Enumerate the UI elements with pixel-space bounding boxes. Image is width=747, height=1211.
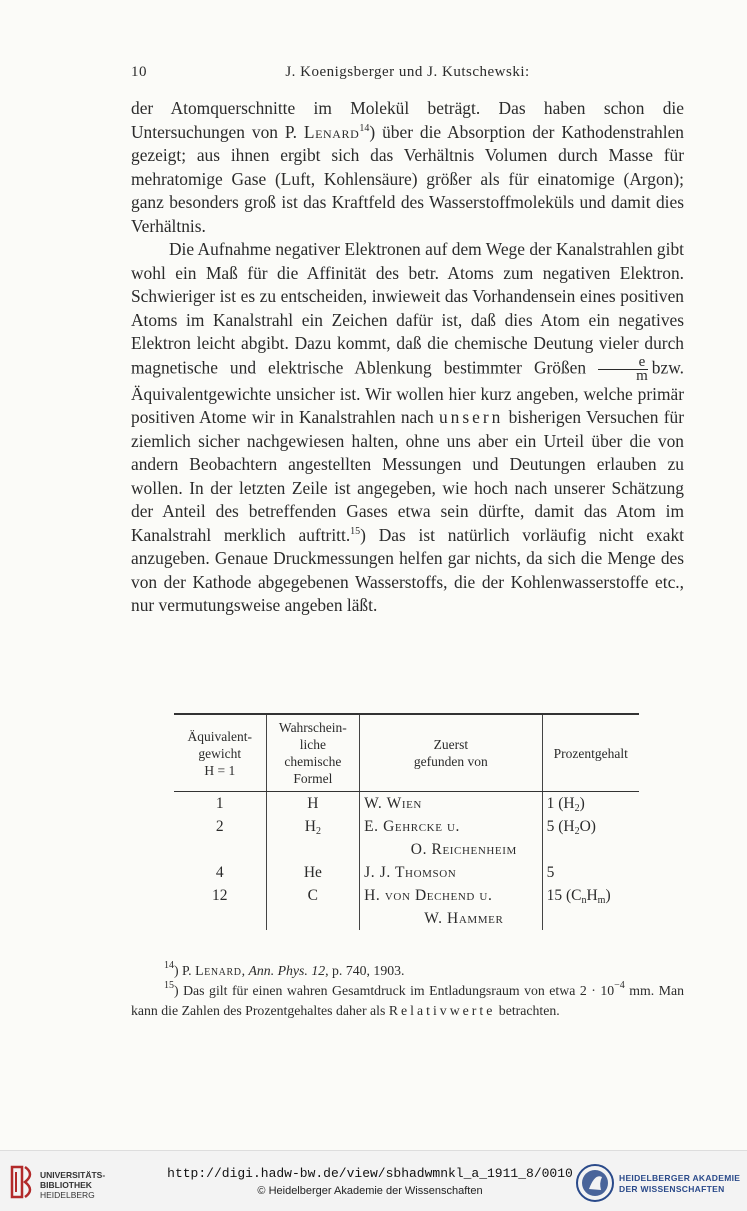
library-line-1: UNIVERSITÄTS- xyxy=(40,1170,106,1180)
cell-formula: $H_2$ xyxy=(266,815,360,838)
academy-line-1: HEIDELBERGER AKADEMIE xyxy=(619,1173,741,1183)
p2-text-c: bisherigen Versuchen für ziemlich sicher nachgewiesen halten, ohne uns aber ein Urteil über die von andern Beobachtern angestellten Messungen und Deutungen erlauben zu wollen. In der letzten Zeile ist angegeben, wie hoch nach unserer Schätzung der Anteil des betreffenden Gases etwa sein dürfte, damit das Atom im Kanalstrahl merklich auftritt. xyxy=(131,407,684,545)
cell-aeq: 4 xyxy=(174,861,266,884)
table-header-row xyxy=(174,715,639,791)
table-row xyxy=(174,792,639,815)
cell-pct: 5 $(H_2O)$ xyxy=(546,818,596,837)
academy-seal-icon xyxy=(575,1163,615,1203)
p1-text-a: der Atomquerschnitte im Molekül beträgt. Das haben schon die Untersuchungen von P. xyxy=(131,98,684,142)
academy-logo[interactable] xyxy=(575,1161,743,1205)
cell-aeq: 12 xyxy=(174,884,266,907)
academy-line-2: DER WISSENSCHAFTEN xyxy=(619,1184,725,1194)
p2-text-d: ) Das ist natürlich vorläufig nicht exakt anzugeben. Genaue Druckmessungen helfen gar nichts, da sich die Menge des von der Kathode abgegebenen Wasserstoffs, die der Kohlenwasserstoffe etc., nur vermutungsweise angeben läßt. xyxy=(131,524,684,615)
header-formel: Wahrschein- liche chemische Formel xyxy=(266,715,360,791)
cell-formula: H xyxy=(266,792,360,815)
footnote-ref-14[interactable]: 14 xyxy=(359,122,370,134)
library-emblem-icon xyxy=(8,1164,38,1200)
cell-formula: He xyxy=(266,861,360,884)
footnote-14: $^{14}$) P. Lenard, Ann. Phys. 12, p. 740, 1903. xyxy=(164,960,405,978)
footnote-ref-15[interactable]: 15 xyxy=(350,525,361,537)
fraction-numerator: e xyxy=(598,356,648,370)
fraction-e-over-m xyxy=(598,353,648,384)
spaced-word-unsern: unsern xyxy=(438,407,504,427)
permalink-url[interactable]: http://digi.hadw-bw.de/view/sbhadwmnkl_a_1911_8/0010 xyxy=(167,1166,573,1181)
p2-text-a: Die Aufnahme negativer Elektronen auf dem Wege der Kanalstrahlen gibt wohl ein Maß für die Affinität des betr. Atoms zum negativen Elektron. Schwieriger ist es zu entscheiden, inwieweit das Vorhandensein eines positiven Atoms im Kanalstrahl ein Zeichen dafür ist, daß dies Atom ein negatives Elektron leicht abgibt. Dazu kommt, daß die chemische Deutung vieler durch magnetische und elektrische Ablenkung bestimmter Größen xyxy=(131,239,684,377)
running-title: J. Koenigsberger und J. Kutschewski: xyxy=(285,64,530,80)
header-gefunden-von: Zuerst gefunden von xyxy=(360,715,542,791)
cell-pct: 5 xyxy=(546,864,555,881)
cell-aeq: 2 xyxy=(174,815,266,838)
cell-formula: C xyxy=(266,884,360,907)
table-row-continuation xyxy=(174,838,639,861)
header-prozentgehalt: Prozentgehalt xyxy=(553,745,628,761)
cell-found: W. Wien xyxy=(360,792,542,815)
p1-text-b: ) über die Absorption der Kathodenstrahlen gezeigt; aus ihnen ergibt sich das Verhältnis Volumen durch Masse für mehratomige Gase (Luft, Kohlensäure) größer als für einatomige (Argon); ganz besonders groß ist das Kraftfeld des Wasserstoffmoleküls und damit dies Verhältnis. xyxy=(131,121,684,236)
library-line-3: HEIDELBERG xyxy=(40,1190,95,1200)
cell-found: E. Gehrcke u. xyxy=(360,815,542,838)
fraction-denominator: m xyxy=(636,367,648,384)
p2-text-b: bzw. Äquivalentgewichte unsicher ist. Wir wollen hier kurz angeben, welche primär positiven Atome wir in Kanalstrahlen nach xyxy=(131,357,684,427)
table-row xyxy=(174,884,639,907)
university-library-logo[interactable] xyxy=(8,1164,138,1204)
cell-found-cont: W. Hammer xyxy=(360,907,542,930)
page-number: 10 xyxy=(131,64,147,80)
table-row-continuation xyxy=(174,907,639,930)
copyright-notice: © Heidelberger Akademie der Wissenschaften xyxy=(257,1185,483,1197)
paragraph-1 xyxy=(131,97,684,238)
header-aequivalentgewicht: Äquivalent- gewicht H = 1 xyxy=(174,715,266,791)
table-row xyxy=(174,861,639,884)
cell-found-cont: O. Reichenheim xyxy=(360,838,542,861)
viewer-footer xyxy=(0,1150,747,1211)
footnote-15: $^{15}$) Das gilt für einen wahren Gesamtdruck im Entladungsraum von etwa $2 \cdot 10^{-4}$ mm. Man kann die Zahlen des Prozentgehaltes daher als Relativwerte betrachten. xyxy=(131,980,685,1018)
cell-found: H. von Dechend u. xyxy=(360,884,542,907)
paragraph-2 xyxy=(131,238,684,618)
cell-pct: 1 $(H_2)$ xyxy=(546,795,585,814)
footnotes xyxy=(131,961,684,1021)
cell-pct: 15 $(C_nH_m)$ xyxy=(546,887,611,906)
library-line-2: BIBLIOTHEK xyxy=(40,1180,92,1190)
table-row xyxy=(174,815,639,838)
author-lenard: Lenard xyxy=(303,121,360,142)
running-header xyxy=(131,64,684,86)
cell-found: J. J. Thomson xyxy=(360,861,542,884)
cell-aeq: 1 xyxy=(174,792,266,815)
body-text xyxy=(131,97,684,618)
atoms-table xyxy=(174,713,639,930)
